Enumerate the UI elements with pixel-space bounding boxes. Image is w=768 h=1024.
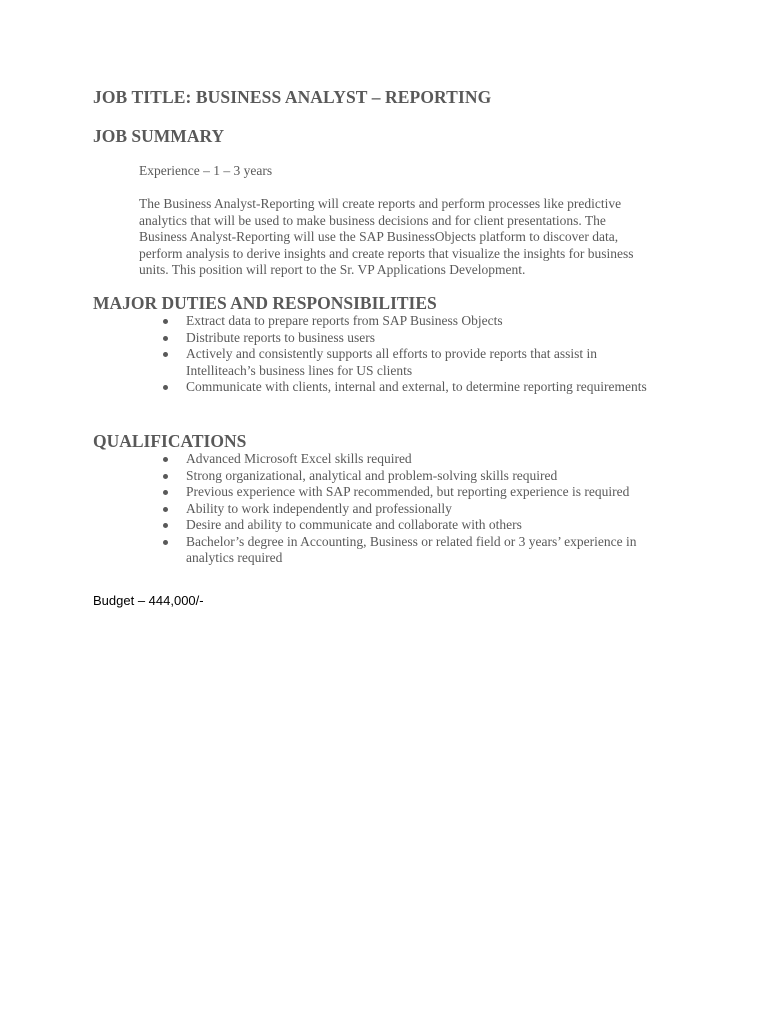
bullet-icon	[163, 319, 168, 324]
list-item	[160, 484, 636, 501]
summary-line: analytics that will be used to make business decisions and for client presentations. The	[139, 212, 606, 228]
bullet-icon	[163, 474, 168, 479]
list-item-text: Bachelor’s degree in Accounting, Business or related field or 3 years’ experience in	[186, 533, 637, 549]
list-item-text-continued: Intelliteach’s business lines for US clients	[186, 362, 413, 378]
list-item-text: Distribute reports to business users	[186, 329, 375, 345]
list-item-text-continued: analytics required	[186, 550, 283, 565]
bullet-icon	[163, 490, 168, 495]
bullet-icon	[163, 336, 168, 341]
job-summary-heading: JOB SUMMARY	[93, 126, 225, 146]
duties-heading: MAJOR DUTIES AND RESPONSIBILITIES	[93, 293, 437, 313]
list-item	[160, 346, 647, 379]
experience-line: Experience – 1 – 3 years	[139, 163, 273, 178]
job-title: JOB TITLE: BUSINESS ANALYST – REPORTING	[93, 87, 492, 107]
bullet-icon	[163, 457, 168, 462]
summary-line: Business Analyst-Reporting will use the SAP BusinessObjects platform to discover data,	[139, 229, 619, 244]
list-item-text: Communicate with clients, internal and external, to determine reporting requirements	[186, 379, 647, 394]
list-item	[160, 379, 647, 396]
list-item-text: Strong organizational, analytical and problem-solving skills required	[186, 467, 558, 483]
list-item	[160, 468, 636, 485]
list-item	[160, 313, 647, 330]
list-item	[160, 534, 636, 567]
list-item	[160, 330, 647, 347]
list-item	[160, 451, 636, 468]
bullet-icon	[163, 385, 168, 390]
summary-line: The Business Analyst-Reporting will create reports and perform processes like predictive	[139, 196, 622, 211]
list-item-text: Advanced Microsoft Excel skills required	[186, 451, 412, 466]
bullet-icon	[163, 507, 168, 512]
bullet-icon	[163, 352, 168, 357]
summary-paragraph	[139, 196, 679, 279]
duties-list	[160, 313, 647, 396]
list-item-text: Desire and ability to communicate and collaborate with others	[186, 517, 522, 532]
list-item-text: Extract data to prepare reports from SAP Business Objects	[186, 313, 503, 328]
list-item-text: Previous experience with SAP recommended, but reporting experience is required	[186, 484, 630, 499]
summary-line: perform analysis to derive insights and create reports that visualize the insights for business	[139, 245, 634, 261]
bullet-icon	[163, 540, 168, 545]
qualifications-list	[160, 451, 636, 567]
summary-line: units. This position will report to the Sr. VP Applications Development.	[139, 262, 526, 277]
qualifications-heading: QUALIFICATIONS	[93, 431, 247, 451]
budget-line: Budget – 444,000/-	[93, 593, 204, 608]
list-item-text: Actively and consistently supports all efforts to provide reports that assist in	[186, 346, 598, 361]
list-item-text: Ability to work independently and professionally	[186, 500, 452, 516]
list-item	[160, 517, 636, 534]
list-item	[160, 501, 636, 518]
bullet-icon	[163, 523, 168, 528]
